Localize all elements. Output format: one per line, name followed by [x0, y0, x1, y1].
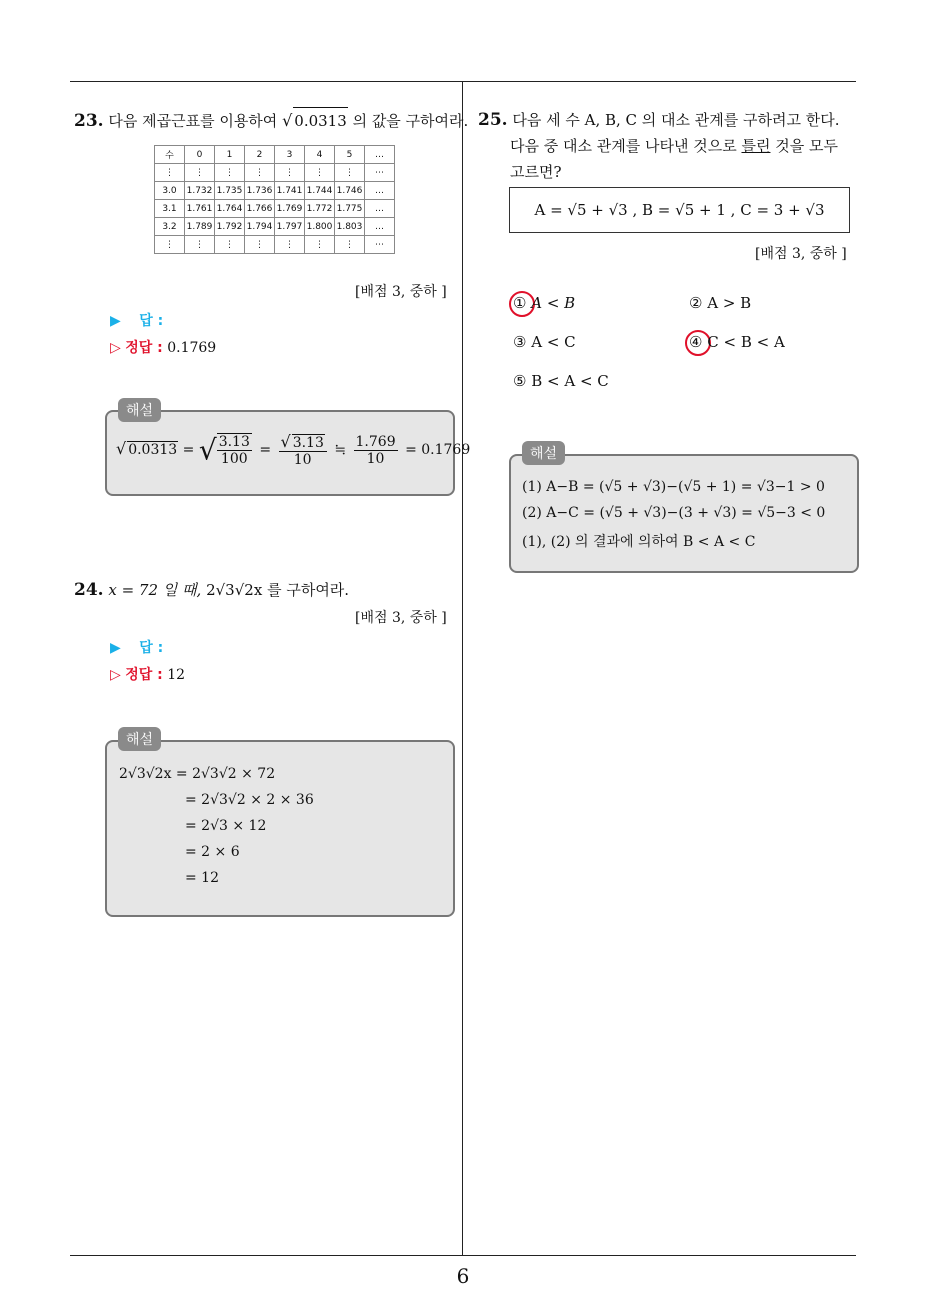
q24-sol-line-1: 2√3√2x = 2√3√2 × 72: [119, 766, 276, 782]
play-icon: ▶: [110, 313, 121, 329]
table-cell: ⋮: [185, 164, 215, 182]
q25-sol-line-3: (1), (2) 의 결과에 의하여 B < A < C: [522, 534, 756, 550]
frac-numerator: 3.13: [292, 435, 324, 451]
table-cell: 4: [305, 146, 335, 164]
table-cell: ⋮: [305, 164, 335, 182]
correct-value: 12: [167, 667, 186, 683]
q24-score: [배점 3, 중하 ]: [355, 610, 447, 626]
table-cell: 1.766: [245, 200, 275, 218]
choice-number: ②: [689, 294, 703, 312]
table-cell: 1.769: [275, 200, 305, 218]
table-cell: ⋮: [185, 236, 215, 254]
choice-4[interactable]: [689, 333, 785, 351]
q23-answer-row: [110, 310, 163, 330]
top-rule: [70, 81, 856, 82]
math-radicand: 0.0313: [128, 442, 178, 458]
table-cell: 1.735: [215, 182, 245, 200]
q23-correct-row: [110, 337, 216, 357]
q24-sol-line-5: = 12: [185, 870, 219, 886]
play-outline-icon: ▷: [110, 667, 121, 683]
table-cell: ⋮: [215, 164, 245, 182]
page-number: 6: [456, 1264, 470, 1288]
frac-denominator: 10: [293, 452, 312, 468]
q25-formula-box: A = √5 + √3 , B = √5 + 1 , C = 3 + √3: [509, 187, 850, 233]
table-cell: ⋮: [275, 236, 305, 254]
table-cell: …: [365, 182, 395, 200]
play-icon: ▶: [110, 640, 121, 656]
q25-sol-line-1: (1) A−B = (√5 + √3)−(√5 + 1) = √3−1 > 0: [522, 479, 825, 495]
q24-stem: [74, 577, 349, 603]
q23-number: 23.: [74, 111, 104, 131]
play-outline-icon: ▷: [110, 340, 121, 356]
q24-number: 24.: [74, 580, 104, 600]
table-cell: 3.1: [155, 200, 185, 218]
choice-number: ③: [513, 333, 527, 351]
table-row: [155, 182, 395, 200]
frac-numerator: 3.13: [218, 434, 250, 450]
choice-number: ④: [689, 333, 703, 351]
q25-solution-tag: 해설: [522, 441, 565, 465]
choice-text: B < A < C: [531, 372, 609, 390]
q24-correct-row: [110, 664, 185, 684]
table-cell: 1.736: [245, 182, 275, 200]
table-cell: 5: [335, 146, 365, 164]
choice-1[interactable]: [513, 294, 575, 312]
table-cell: …: [365, 200, 395, 218]
table-cell: 1.772: [305, 200, 335, 218]
correct-label: 정답 :: [125, 667, 163, 683]
table-cell: 1.775: [335, 200, 365, 218]
table-cell: ⋮: [155, 236, 185, 254]
table-cell: 2: [245, 146, 275, 164]
frac-denominator: 100: [220, 451, 248, 467]
q23-solution-tag: 해설: [118, 398, 161, 422]
table-cell: ⋯: [365, 236, 395, 254]
table-cell: 수: [155, 146, 185, 164]
q24-text-a: x = 72 일 때,: [108, 581, 202, 599]
q25-line-2-underlined: 틀린: [741, 137, 771, 155]
q25-score: [배점 3, 중하 ]: [755, 246, 847, 262]
choice-text: C < B < A: [707, 333, 785, 351]
table-row: [155, 218, 395, 236]
choice-number: ⑤: [513, 372, 527, 390]
q24-sol-line-4: = 2 × 6: [185, 844, 240, 860]
choice-text: A < C: [531, 333, 576, 351]
table-cell: 1.789: [185, 218, 215, 236]
table-cell: 1.792: [215, 218, 245, 236]
q24-answer-row: [110, 637, 163, 657]
table-cell: 1: [215, 146, 245, 164]
q25-stem: [478, 107, 858, 185]
bottom-rule: [70, 1255, 856, 1256]
column-divider: [462, 82, 463, 1255]
frac-denominator: 10: [366, 450, 385, 467]
math-approx: ≒: [334, 442, 347, 458]
table-cell: ⋮: [215, 236, 245, 254]
correct-label: 정답 :: [125, 340, 163, 356]
square-root-table: [154, 145, 395, 254]
table-cell: …: [365, 146, 395, 164]
table-cell: 1.764: [215, 200, 245, 218]
table-cell: ⋮: [155, 164, 185, 182]
table-cell: 1.741: [275, 182, 305, 200]
math-eq: =: [259, 442, 272, 458]
q23-radicand: 0.0313: [293, 107, 348, 134]
q25-line-3: 고르면?: [510, 163, 562, 181]
q23-score: [배점 3, 중하 ]: [355, 284, 447, 300]
q25-line-2a: 다음 중 대소 관계를 나타낸 것으로: [510, 137, 742, 155]
table-cell: 1.803: [335, 218, 365, 236]
frac-numerator: 1.769: [355, 433, 396, 450]
table-cell: ⋮: [335, 236, 365, 254]
q23-stem: 23. 다음 제곱근표를 이용하여 √ 0.0313 의 값을 구하여라.: [74, 107, 468, 134]
q23-text-a: 다음 제곱근표를 이용하여: [108, 112, 278, 130]
q24-sol-line-2: = 2√3√2 × 2 × 36: [185, 792, 314, 808]
choice-text: A > B: [707, 294, 752, 312]
table-cell: ⋮: [275, 164, 305, 182]
table-row: [155, 236, 395, 254]
table-cell: ⋮: [245, 236, 275, 254]
answer-label: 답 :: [139, 313, 164, 329]
choice-5[interactable]: [513, 372, 609, 390]
table-header-row: [155, 146, 395, 164]
table-cell: 1.744: [305, 182, 335, 200]
q25-line-1: 다음 세 수 A, B, C 의 대소 관계를 구하려고 한다.: [512, 111, 840, 129]
q23-text-b: 의 값을 구하여라.: [352, 112, 469, 130]
table-cell: 1.746: [335, 182, 365, 200]
table-cell: ⋮: [305, 236, 335, 254]
table-row: [155, 200, 395, 218]
q25-sol-line-2: (2) A−C = (√5 + √3)−(3 + √3) = √5−3 < 0: [522, 505, 826, 521]
table-cell: 1.800: [305, 218, 335, 236]
answer-label: 답 :: [139, 640, 164, 656]
correct-value: 0.1769: [167, 340, 217, 356]
table-cell: 3: [275, 146, 305, 164]
q24-text-b: 를 구하여라.: [267, 581, 350, 599]
q23-solution-math: √ 0.0313 = √ $\frac{3.13}{100}$ = $\frac{√ 3.13}{10}$ ≒ $\frac{1.769}{10}$ = 0.1769: [116, 432, 471, 468]
q24-sol-line-3: = 2√3 × 12: [185, 818, 267, 834]
choice-3[interactable]: [513, 333, 576, 351]
choice-text: A < B: [531, 294, 576, 312]
table-cell: ⋮: [245, 164, 275, 182]
math-result: = 0.1769: [405, 442, 471, 458]
table-cell: 1.761: [185, 200, 215, 218]
table-cell: 1.797: [275, 218, 305, 236]
table-cell: 1.794: [245, 218, 275, 236]
table-cell: ⋯: [365, 164, 395, 182]
q24-expr: 2√3√2x: [206, 581, 263, 599]
q24-solution-tag: 해설: [118, 727, 161, 751]
table-cell: …: [365, 218, 395, 236]
table-cell: 0: [185, 146, 215, 164]
q25-line-2b: 것을 모두: [770, 137, 838, 155]
math-eq: =: [182, 442, 195, 458]
choice-number: ①: [513, 294, 527, 312]
table-cell: ⋮: [335, 164, 365, 182]
table-row: [155, 164, 395, 182]
table-cell: 1.732: [185, 182, 215, 200]
table-cell: 3.0: [155, 182, 185, 200]
table-cell: 3.2: [155, 218, 185, 236]
choice-2[interactable]: [689, 294, 751, 312]
q25-number: 25.: [478, 110, 508, 130]
